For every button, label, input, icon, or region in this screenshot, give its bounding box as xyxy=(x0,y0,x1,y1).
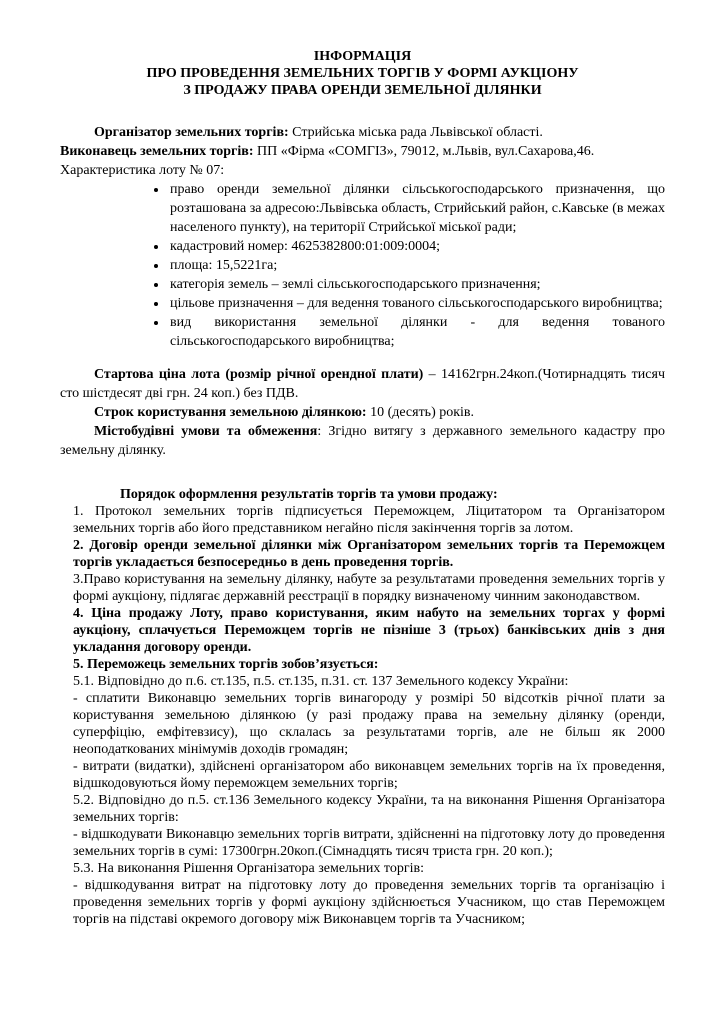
procedure-list xyxy=(73,503,665,928)
start-price-value: – 14162грн.24коп.(Чотирнадцять тисяч сто шістдесят дві грн. 24 коп.) без ПДВ. xyxy=(60,367,665,401)
lot-heading: Характеристика лоту № 07: xyxy=(60,163,225,178)
term-paragraph xyxy=(60,403,665,422)
lot-characteristics-list xyxy=(60,180,665,351)
procedure-heading-text: Порядок оформлення результатів торгів та умови продажу: xyxy=(120,487,498,502)
procedure-section xyxy=(73,486,665,928)
executor-label: Виконавець земельних торгів: xyxy=(60,144,254,159)
procedure-paragraph: - сплатити Виконавцю земельних торгів винагороду у розмірі 50 відсотків річної плати за користування земельною ділянкою (у разі продажу права на земельну ділянку (оренди, суперфіцію, емфітевзису), що склалась за результатами торгів, але не більш як 2000 неоподаткованих мінімумів доходів громадян; xyxy=(73,691,665,757)
term-label: Строк користування земельною ділянкою: xyxy=(94,405,367,420)
procedure-paragraph: 3.Право користування на земельну ділянку, набуте за результатами проведення земельних торгів у формі аукціону, підлягає державній реєстрації в порядку визначеному чинним законодавством. xyxy=(73,572,665,604)
procedure-paragraph: 5. Переможець земельних торгів зобов’язується: xyxy=(73,657,379,672)
procedure-paragraph: - відшкодування витрат на підготовку лоту до проведення земельних торгів та організацію і проведення земельних торгів у формі аукціону здійснюється Учасником, що став Переможцем торгів на підставі окремого договору між Виконавцем торгів та Учасником; xyxy=(73,878,665,927)
title-line-2: ПРО ПРОВЕДЕННЯ ЗЕМЕЛЬНИХ ТОРГІВ У ФОРМІ АУКЦІОНУ xyxy=(146,66,579,81)
procedure-paragraph: 4. Ціна продажу Лоту, право користування, яким набуто на земельних торгах у формі аукціону, сплачується Переможцем торгів не пізніше 3 (трьох) банківських днів з дня укладання договору оренди. xyxy=(73,606,665,655)
lot-characteristic-item: • кадастровий номер: 4625382800:01:009:0004; xyxy=(168,237,665,256)
title-line-3: З ПРОДАЖУ ПРАВА ОРЕНДИ ЗЕМЕЛЬНОЇ ДІЛЯНКИ xyxy=(183,83,542,98)
document-title xyxy=(60,48,665,99)
organizer-value: Стрийська міська рада Львівської області. xyxy=(288,125,543,140)
executor-value: ПП «Фірма «СОМГІЗ», 79012, м.Львів, вул.Сахарова,46. xyxy=(253,144,595,159)
procedure-paragraph: 5.1. Відповідно до п.6. ст.135, п.5. ст.135, п.31. ст. 137 Земельного кодексу України: xyxy=(73,674,569,689)
term-value: 10 (десять) років. xyxy=(366,405,475,420)
planning-conditions-paragraph xyxy=(60,422,665,460)
planning-label: Містобудівні умови та обмеження xyxy=(94,424,318,439)
executor-paragraph xyxy=(60,142,665,161)
procedure-paragraph: - витрати (видатки), здійснені організатором або виконавцем земельних торгів на їх проведення, відшкодовуються йому переможцем земельних торгів; xyxy=(73,759,665,791)
procedure-heading xyxy=(73,486,665,503)
title-line-1: ІНФОРМАЦІЯ xyxy=(313,49,412,64)
lot-characteristic-item: • вид використання земельної ділянки - для ведення тованого сільськогосподарського виробництва; xyxy=(168,313,665,351)
planning-value: : Згідно витягу з державного земельного кадастру про земельну ділянку. xyxy=(60,424,665,458)
procedure-paragraph: 1. Протокол земельних торгів підписується Переможцем, Ліцитатором та Організатором земельних торгів або його представником негайно після закінчення торгів за лотом. xyxy=(73,504,665,536)
start-price-label: Стартова ціна лота (розмір річної орендної плати) xyxy=(94,367,424,382)
procedure-paragraph: 5.2. Відповідно до п.5. ст.136 Земельного кодексу України, та на виконання Рішення Організатора земельних торгів: xyxy=(73,793,665,825)
organizer-label: Організатор земельних торгів: xyxy=(94,125,289,140)
procedure-paragraph: 5.3. На виконання Рішення Організатора земельних торгів: xyxy=(73,861,424,876)
lot-characteristic-item: • площа: 15,5221га; xyxy=(168,256,665,275)
start-price-paragraph xyxy=(60,365,665,403)
lot-characteristic-item: • право оренди земельної ділянки сільськогосподарського призначення, що розташована за адресою:Львівська область, Стрийський район, с.Кавське (в межах населеного пункту), на території Стрийської міської ради; xyxy=(168,180,665,237)
procedure-paragraph: - відшкодувати Виконавцю земельних торгів витрати, здійсненні на підготовку лоту до проведення земельних торгів в сумі: 17300грн.20коп.(Сімнадцять тисяч триста грн. 20 коп.); xyxy=(73,827,665,859)
procedure-paragraph: 2. Договір оренди земельної ділянки між Організатором земельних торгів та Переможцем торгів укладається безпосередньо в день проведення торгів. xyxy=(73,538,665,570)
lot-characteristic-item: • категорія земель – землі сільськогосподарського призначення; xyxy=(168,275,665,294)
lot-characteristic-item: • цільове призначення – для ведення тованого сільськогосподарського виробництва; xyxy=(168,294,665,313)
organizer-paragraph xyxy=(60,123,665,142)
